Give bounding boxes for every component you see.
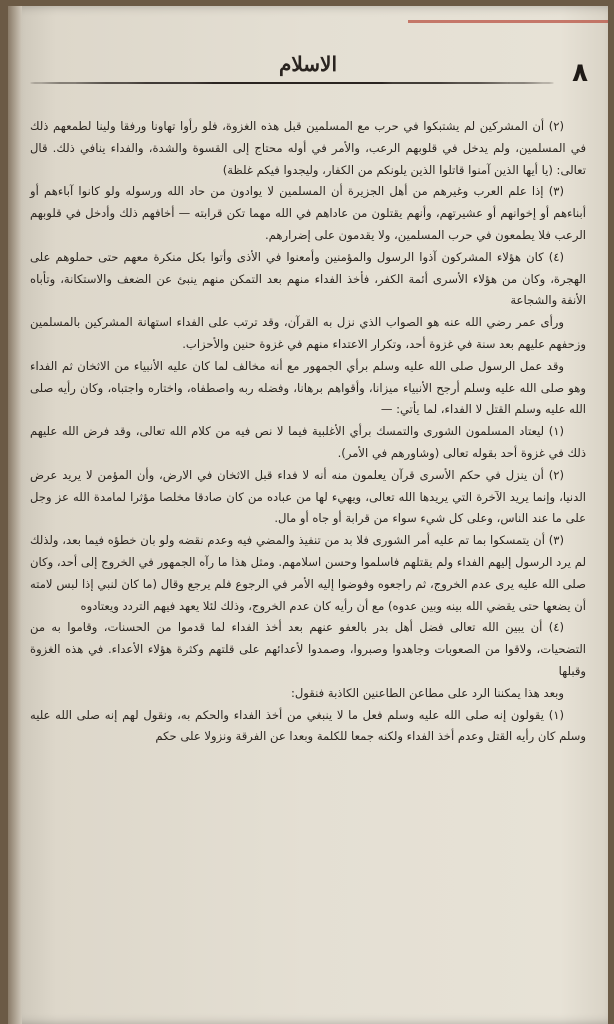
page-body [30,116,586,998]
paragraph: وقد عمل الرسول صلى الله عليه وسلم برأي الجمهور مع أنه مخالف لما كان عليه الأنبياء من الاثخان ثم الفداء وهو صلى الله عليه وسلم أرجح الأنبياء ميزانا، وأقواهم برهانا، وفضله ربه واصطفاه، واختاره واجتباه، وكان رأيه صلى الله عليه وسلم القتل لا الفداء، لما يأتي: — [30,358,586,417]
paragraph: (٢) أن ينزل في حكم الأسرى قرآن يعلمون منه أنه لا فداء قبل الاثخان في الارض، وأن المؤمن لا يريد عرض الدنيا، وإنما يريد الآخرة التي يريدها الله تعالى، ويهيء لها من عباده من كان صادقا مخلصا مؤثرا لمامدة الله عز وجل على ما عند الناس، وعلى كل شيء سواء من قرابة أو جاه أو مال. [30,467,586,526]
book-spine [8,6,22,1024]
paragraph: وبعد هذا يمكننا الرد على مطاعن الطاعنين الكاذبة فنقول: [290,685,564,700]
book-page [8,6,608,1024]
page-edge-mark [408,20,608,23]
paragraph: ورأى عمر رضي الله عنه هو الصواب الذي نزل به القرآن، وقد ترتب على الفداء استهانة المشركين بالمسلمين وزحفهم عليهم بعد سنة في غزوة أحد، وتكرار الاعتداء منهم في غزوة حنين والأحزاب. [30,315,586,351]
paragraph: (١) يقولون إنه صلى الله عليه وسلم فعل ما لا ينبغي من أخذ الفداء والحكم به، ونقول لهم إنه صلى الله عليه وسلم كان رأيه القتل وعدم أخذ الفداء ولكنه جمعا للكلمة وبعدا عن الفرقة ونزولا على حكم [30,707,586,744]
paragraph: (٣) إذا علم العرب وغيرهم من أهل الجزيرة أن المسلمين لا يوادون من حاد الله ورسوله ولو كانوا آباءهم أو أبناءهم أو إخوانهم أو عشيرتهم، وأنهم يقتلون من عاداهم في الله مهما تكن قرابته — أخافهم ذلك وأدخل في قلوبهم الرعب فلا يطمعون في حرب المسلمين، ولا يقدمون على إضرارهم. [30,184,586,242]
page-number: ٨ [572,58,588,88]
paragraph: (٣) أن يتمسكوا بما تم عليه أمر الشورى فلا بد من تنفيذ والمضي فيه وعدم نقضه ولو بان خطؤه فيما بعد، ولذلك لم يرد الرسول إليهم الفداء ولم يقتلهم فاسلموا وحسن اسلامهم. ومثل هذا ما رآه الجمهور في الخروج إلى أحد، وكان صلى الله عليه يرى عدم الخروج، ثم راجعوه وفوضوا إليه الأمر في الرجوع فلم يرجع وقال (ما كان لنبي إذا لبس لامته أن يضعها حتى يقضي الله بينه وبين عدوه) مع أن رأيه كان عدم الخروج، وذلك لئلا يعهد فيهم التردد ويعتادوه [30,533,586,613]
running-title: الاسلام [278,52,338,76]
paragraph: (١) ليعتاد المسلمون الشورى والتمسك برأي الأغلبية فيما لا نص فيه من كلام الله تعالى، وقد فرض الله عليهم ذلك في غزوة أحد بقوله تعالى (وشاورهم في الأمر). [30,424,586,460]
paragraph: (٤) كان هؤلاء المشركون آذوا الرسول والمؤمنين وأمعنوا في الأذى وأتوا بكل منكرة معهم حتى حملوهم على الهجرة، وكان من هؤلاء الأسرى أئمة الكفر، فأخذ الفداء منهم بعد التمكن منهم ينبئ عن الضعف والاستكانة، وتأباه الأنفة والشجاعة [30,249,586,308]
paragraph: (٤) أن يبين الله تعالى فضل أهل بدر بالعفو عنهم بعد أخذ الفداء لما قدموا من الحسنات، وقاموا به من التضحيات، ولاقوا من الصعوبات وجاهدوا وصبروا، وصمدوا لأعدائهم على قلتهم وكثرة هؤلاء الأعداء. في هذه الغزوة وقبلها [30,620,586,678]
page-header [28,46,588,98]
header-rule [30,82,554,84]
paragraph: (٢) أن المشركين لم يشتبكوا في حرب مع المسلمين قبل هذه الغزوة، فلو رأوا تهاونا ورفقا ولينا لطمعهم ذلك في المسلمين، ولم يدخل في قلوبهم الرعب، والأمر في أوله محتاج إلى القسوة والشدة، والفداء ينافي ذلك. قال تعالى: (يا أيها الذين آمنوا قاتلوا الذين يلونكم من الكفار، وليجدوا فيكم غلظة) [30,119,586,177]
